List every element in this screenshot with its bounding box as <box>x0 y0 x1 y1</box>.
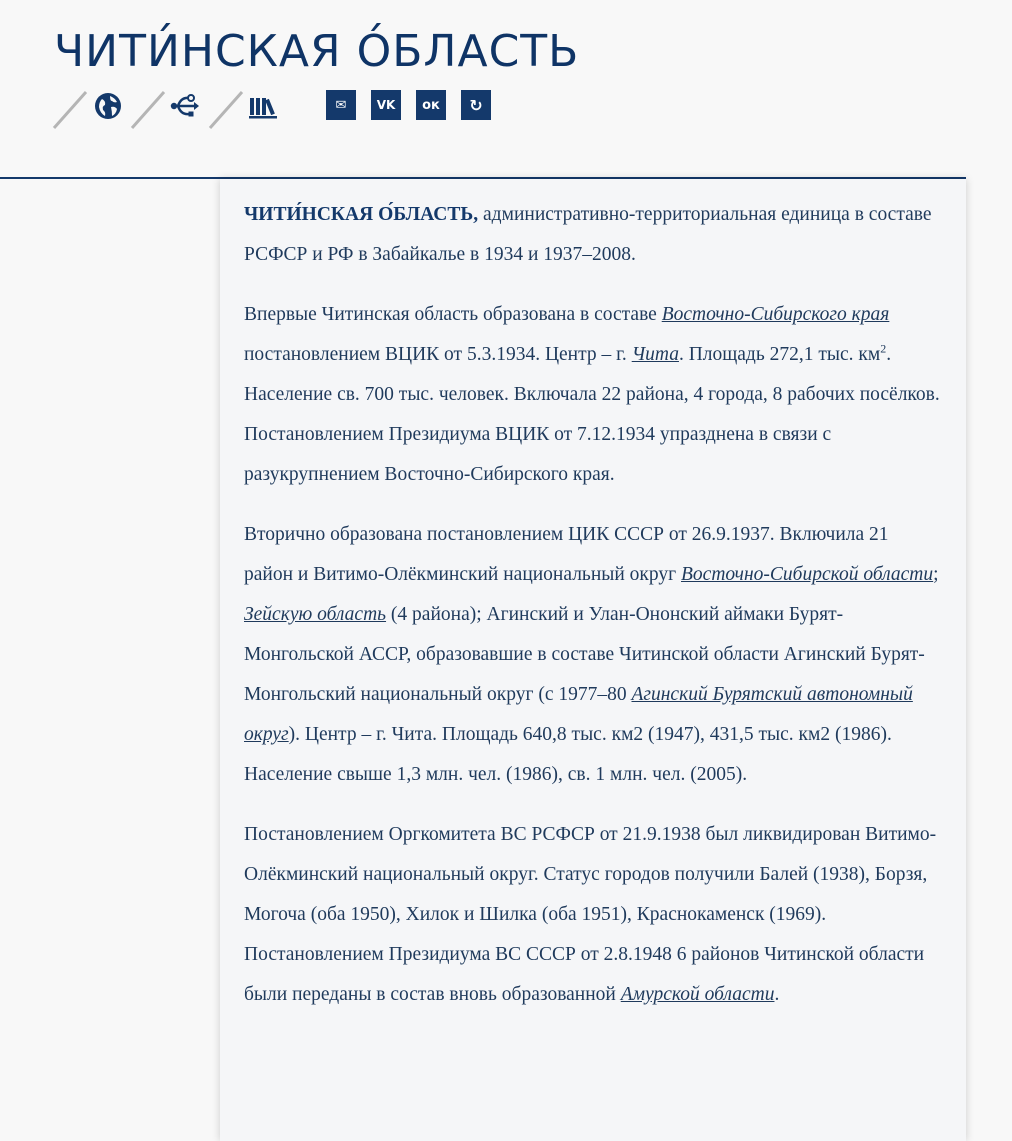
slash-divider-icon <box>208 88 250 130</box>
vk-icon[interactable]: VK <box>371 90 401 120</box>
odnoklassniki-icon[interactable]: ок <box>416 90 446 120</box>
link-east-siberian-krai[interactable]: Восточно-Сибирского края <box>661 304 890 325</box>
paragraph-first-formation: Впервые Читинская область образована в составе Восточно-Сибирского края постановлением ВЦИК от 5.3.1934. Центр – г. Чита. Площадь 272,1 тыс. $км^2$. Население св. 700 тыс. человек. Включала 22 района, 4 города, 8 рабочих посёлков. Постановлением Президиума ВЦИК от 7.12.1934 упразднена в связи с разукрупнением Восточно-Сибирского края. <box>244 304 940 485</box>
mail-icon[interactable]: ✉ <box>326 90 356 120</box>
toolbar <box>52 86 512 130</box>
books-icon[interactable] <box>248 91 278 121</box>
article-panel <box>220 179 966 1141</box>
link-aga-buryat-okrug[interactable]: Агинский Бурятский автономный округ <box>244 684 913 745</box>
refresh-icon[interactable]: ↻ <box>461 90 491 120</box>
link-chita[interactable]: Чита <box>631 344 679 365</box>
share-icon[interactable] <box>170 91 200 121</box>
paragraph-second-formation: Вторично образована постановлением ЦИК СССР от 26.9.1937. Включила 21 район и Витимо-Олёкминский национальный округ Восточно-Сибирской области; Зейскую область (4 района); Агинский и Улан-Ононский аймаки Бурят-Монгольской АССР, образовавшие в составе Читинской области Агинский Бурят-Монгольский национальный округ (с 1977–80 Агинский Бурятский автономный округ). Центр – г. Чита. Площадь 640,8 тыс. км2 (1947), 431,5 тыс. км2 (1986). Население свыше 1,3 млн. чел. (1986), св. 1 млн. чел. (2005). <box>244 524 939 785</box>
link-zeya-oblast[interactable]: Зейскую область <box>244 604 387 625</box>
globe-icon[interactable] <box>93 91 123 121</box>
article-body <box>220 179 965 1015</box>
article-term: ЧИТИ́НСКАЯ О́БЛАСТЬ, <box>244 204 479 225</box>
paragraph-later-changes: Постановлением Оргкомитета ВС РСФСР от 21.9.1938 был ликвидирован Витимо-Олёкминский национальный округ. Статус городов получили Балей (1938), Борзя, Могоча (оба 1950), Хилок и Шилка (оба 1951), Краснокаменск (1969). Постановлением Президиума ВС СССР от 2.8.1948 6 районов Читинской области были переданы в состав вновь образованной Амурской области. <box>244 824 937 1005</box>
link-east-siberian-oblast[interactable]: Восточно-Сибирской области <box>681 564 934 585</box>
page-title: ЧИТИ́НСКАЯ О́БЛАСТЬ <box>54 26 580 77</box>
slash-divider-icon <box>52 88 94 130</box>
page-header <box>0 0 1012 179</box>
slash-divider-icon <box>130 88 172 130</box>
paragraph-intro: ЧИТИ́НСКАЯ О́БЛАСТЬ, административно-территориальная единица в составе РСФСР и РФ в Забайкалье в 1934 и 1937–2008. <box>244 204 932 265</box>
link-amur-oblast[interactable]: Амурской области <box>620 984 775 1005</box>
